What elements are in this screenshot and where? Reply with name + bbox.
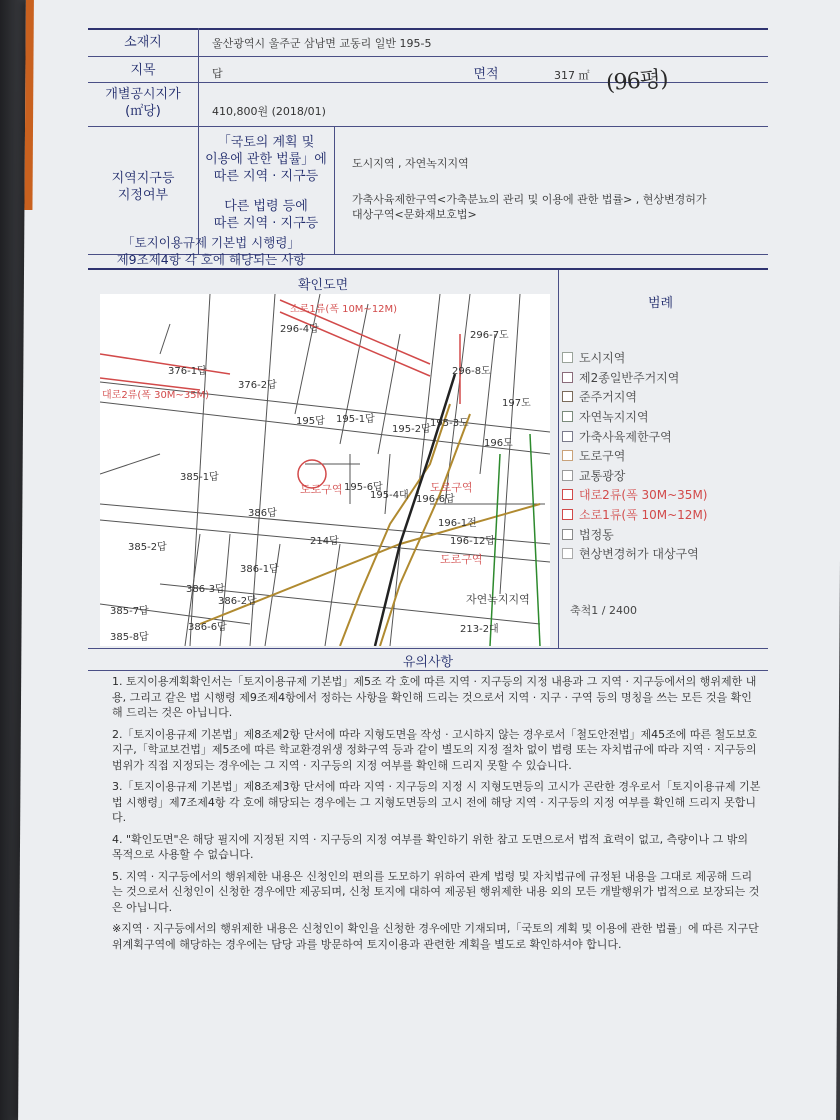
legend-item: [562, 407, 707, 427]
road-label: 도로구역: [440, 553, 483, 566]
legend-item: [562, 505, 707, 525]
legend-swatch: [562, 489, 573, 500]
land-category-label: 지목: [130, 63, 156, 78]
confirmation-map: [100, 294, 550, 646]
col-rule: [198, 28, 199, 126]
other-law-value-line1: 가축사육제한구역<가축분뇨의 관리 및 이용에 관한 법률> , 현상변경허가: [352, 193, 707, 206]
decree-label: [88, 234, 334, 268]
zone-label: [88, 170, 198, 204]
other-law-value-line2: 대상구역<문화재보호법>: [352, 208, 477, 221]
parcel-label: 213-2대: [460, 624, 499, 635]
legend-item: [562, 348, 707, 368]
legend-label: 현상변경허가 대상구역: [579, 547, 699, 562]
road-label: 대로2류(폭 30M~35M): [102, 390, 210, 401]
legend-swatch: [562, 391, 573, 402]
decree-line2: 제9조제4항 각 호에 해당되는 사항: [116, 252, 306, 267]
legend-item: [562, 368, 707, 388]
rule: [88, 268, 768, 270]
national-law-line2: 이용에 관한 법률」에: [205, 152, 327, 167]
parcel-label: 386-3답: [186, 584, 225, 595]
other-law-label: [198, 198, 334, 232]
parcel-label: 386-6답: [188, 622, 227, 633]
national-law-line1: 「국토의 계획 및: [217, 135, 315, 150]
table-top-rule: [88, 28, 768, 30]
parcel-label: 296-4답: [280, 324, 319, 335]
price-value: 410,800원 (2018/01): [212, 105, 326, 118]
handwritten-area-note: (96평): [605, 66, 669, 97]
legend-item: [562, 387, 707, 407]
road-label: 소로1류(폭 10M~12M): [290, 304, 398, 315]
col-rule: [558, 270, 559, 648]
area-value: 317 ㎡: [554, 69, 590, 82]
parcel-label: 195-6답: [344, 482, 383, 493]
parcel-label: 385-7답: [110, 606, 149, 617]
parcel-label: 385-8답: [110, 632, 149, 643]
legend-swatch: [562, 431, 573, 442]
legend-item: [562, 466, 707, 486]
legend-swatch: [562, 372, 573, 383]
legend-item: [562, 426, 707, 446]
rule: [88, 648, 768, 649]
parcel-label: 376-1답: [168, 366, 207, 377]
note-item: 5. 지역 · 지구등에서의 행위제한 내용은 신청인의 편의를 도모하기 위하여 관계 법령 및 자치법규에 규정된 내용을 그대로 제공해 드리는 것으로서 신청인이 신청한 경우에만 제공되며, 신청 토지에 대하여 제공된 행위제한 내용 외의 모든 개발행위가 법적으로 보장되는 것은 아닙니다.: [112, 869, 760, 914]
legend-item: [562, 524, 707, 544]
rule: [88, 56, 768, 57]
parcel-label: 197도: [502, 398, 531, 409]
parcel-label: 385-1답: [180, 472, 219, 483]
col-rule: [334, 126, 335, 254]
parcel-label: 195-3도: [430, 418, 469, 429]
parcel-label: 196-1전: [438, 518, 477, 529]
other-law-value: [352, 192, 707, 222]
map-legend: [562, 348, 707, 564]
legend-swatch: [562, 411, 573, 422]
note-item: 3.「토지이용규제 기본법」제8조제3항 단서에 따라 지역 · 지구등의 지정 시 지형도면등의 고시가 곤란한 경우로서「토지이용규제 기본법 시행령」제7조제4항 각 호에 해당되는 경우에는 그 지형도면등의 고시 전에 해당 지역 · 지구등의 지정 여부를 확인해 드리지 못합니다.: [112, 780, 761, 824]
zone-label-line1: 지역지구등: [111, 171, 175, 186]
road-label: 도로구역: [430, 481, 473, 494]
legend-label: 제2종일반주거지역: [579, 370, 680, 385]
parcel-label: 376-2답: [238, 380, 277, 391]
legend-item: [562, 485, 707, 505]
legend-swatch: [562, 450, 573, 461]
legend-label: 법정동: [579, 527, 614, 542]
legend-label: 자연녹지지역: [579, 410, 649, 425]
parcel-label: 196도: [484, 438, 513, 449]
parcel-label: 296-7도: [470, 330, 509, 341]
binder-strip: [24, 0, 33, 210]
legend-title: 범례: [648, 296, 674, 311]
parcel-label: 386답: [248, 508, 277, 519]
legend-item: [562, 544, 707, 564]
parcel-label: 196-6답: [416, 494, 455, 505]
map-title: 확인도면: [298, 278, 349, 293]
legend-swatch: [562, 529, 573, 540]
parcel-label: 195-4대: [370, 490, 409, 501]
price-label-line1: 개별공시지가: [105, 87, 181, 102]
note-item: ※지역 · 지구등에서의 행위제한 내용은 신청인이 확인을 신청한 경우에만 기재되며,「국토의 계획 및 이용에 관한 법률」에 따른 지구단위계획구역에 해당하는 경우에는 담당 과를 방문하여 토지이용과 관련한 계획을 별도로 확인하셔야 합니다.: [112, 922, 759, 951]
other-law-line2: 따른 지역 · 지구등: [213, 216, 319, 231]
parcel-label: 196-12답: [450, 536, 496, 547]
parcel-label: 214답: [310, 536, 339, 547]
legend-swatch: [562, 548, 573, 559]
notes-title: 유의사항: [402, 655, 454, 670]
parcel-label: 386-1답: [240, 564, 279, 575]
note-item: 4. "확인도면"은 해당 필지에 지정된 지역 · 지구등의 지정 여부를 확인하기 위한 참고 도면으로서 법적 효력이 없고, 측량이나 그 밖의 목적으로 사용할 수 없습니다.: [112, 832, 748, 861]
zone-label-map: 자연녹지지역: [466, 593, 530, 606]
location-value: 울산광역시 울주군 삼남면 교동리 일반 195-5: [212, 37, 432, 50]
legend-item: [562, 446, 707, 466]
parcel-label: 385-2답: [128, 542, 167, 553]
rule: [88, 126, 768, 127]
legend-label: 도시지역: [579, 351, 626, 366]
parcel-label: 195답: [296, 416, 325, 427]
legend-swatch: [562, 509, 573, 520]
legend-label: 교통광장: [579, 468, 626, 483]
legend-label: 준주거지역: [579, 390, 637, 405]
note-item: 2.「토지이용규제 기본법」제8조제2항 단서에 따라 지형도면을 작성 · 고시하지 않는 경우로서「철도안전법」제45조에 따른 철도보호지구,「학교보건법」제5조에 따른 학교환경위생 정화구역 등과 같이 별도의 지정 절차 없이 법령 또는 자치법규에 따라 지역 · 지구등의 범위가 직접 지정되는 경우에는 그 지역 · 지구등의 지정 여부를 확인해 드리지 못할 수 있습니다.: [112, 727, 758, 772]
road-label: 도로구역: [300, 483, 343, 496]
decree-line1: 「토지이용규제 기본법 시행령」: [122, 235, 300, 250]
rule: [88, 670, 768, 671]
zone-label-line2: 지정여부: [117, 188, 169, 203]
other-law-line1: 다른 법령 등에: [224, 199, 308, 214]
legend-swatch: [562, 470, 573, 481]
legend-label: 대로2류(폭 30M~35M): [579, 488, 708, 503]
legend-swatch: [562, 352, 573, 363]
national-law-value: 도시지역 , 자연녹지지역: [352, 157, 469, 170]
legend-label: 소로1류(폭 10M~12M): [579, 508, 708, 523]
land-use-certificate: [88, 22, 828, 1022]
legend-label: 가축사육제한구역: [579, 429, 672, 444]
note-item: 1. 토지이용계획확인서는「토지이용규제 기본법」제5조 각 호에 따른 지역 · 지구등의 지정 내용과 그 지역 · 지구등에서의 행위제한 내용, 그리고 같은 법 시행령 제9조제4항에서 정하는 사항을 확인해 드리는 것으로서 지역 · 지구 · 구역 등의 명칭을 쓰는 모든 것을 확인해 드리는 것은 아닙니다.: [112, 675, 757, 719]
parcel-label: 195-1답: [336, 414, 375, 425]
area-label: 면적: [473, 67, 499, 82]
land-category-value: 답: [212, 67, 223, 80]
national-law-label: [198, 134, 334, 185]
legend-label: 도로구역: [579, 449, 626, 464]
price-label: [88, 86, 198, 120]
location-label: 소재지: [124, 35, 162, 50]
map-scale: 축척1 / 2400: [570, 604, 637, 617]
parcel-label: 296-8도: [452, 366, 491, 377]
parcel-label: 195-2답: [392, 424, 431, 435]
parcel-label: 386-2답: [218, 596, 257, 607]
notes-list: [112, 674, 762, 958]
national-law-line3: 따른 지역 · 지구등: [213, 169, 319, 184]
price-label-line2: (㎡당): [125, 104, 161, 119]
